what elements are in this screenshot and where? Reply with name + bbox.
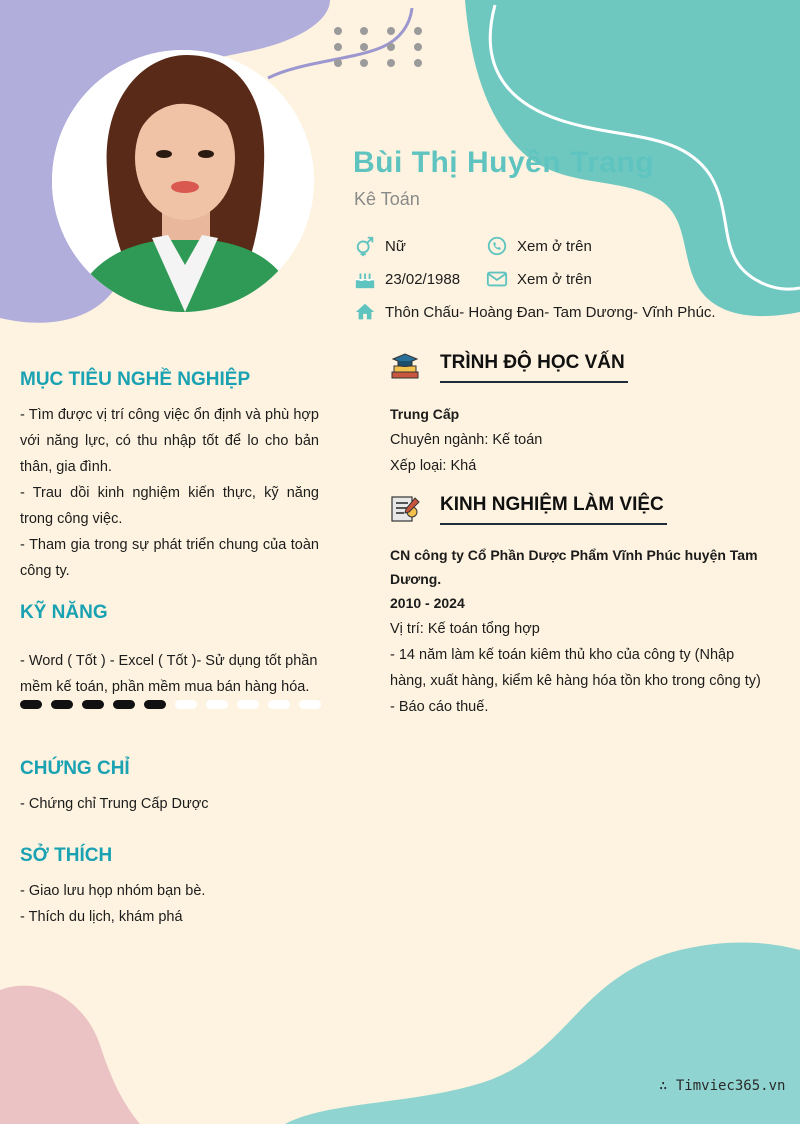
skill-level-bar [20, 700, 321, 709]
envelope-icon [486, 268, 508, 290]
experience-period: 2010 - 2024 [390, 595, 465, 611]
education-school: Trung Cấp [390, 406, 460, 422]
phone-value[interactable]: Xem ở trên [517, 237, 592, 255]
skill-pill-empty [299, 700, 321, 709]
skill-pill-filled [113, 700, 135, 709]
skill-pill-empty [237, 700, 259, 709]
candidate-name: Bùi Thị Huyền Trang [353, 146, 655, 179]
education-major: Chuyên ngành: Kế toán [390, 432, 543, 448]
objective-text [20, 402, 319, 584]
hobby-line: - Giao lưu họp nhóm bạn bè. [20, 883, 206, 899]
skill-pill-filled [144, 700, 166, 709]
hobby-line: - Thích du lịch, khám phá [20, 909, 183, 925]
birthday-row [354, 268, 460, 290]
birthday-cake-icon [354, 268, 376, 290]
gender-row [354, 235, 406, 257]
objective-heading: MỤC TIÊU NGHỀ NGHIỆP [20, 369, 251, 390]
watermark[interactable]: ∴ Timviec365.vn [659, 1078, 786, 1094]
education-details [390, 401, 542, 479]
experience-position: Vị trí: Kế toán tổng hợp [390, 621, 540, 637]
skill-pill-empty [206, 700, 228, 709]
skill-pill-filled [51, 700, 73, 709]
phone-icon [486, 235, 508, 257]
address-row [354, 301, 716, 323]
skill-pill-filled [20, 700, 42, 709]
job-title: Kê Toán [354, 189, 420, 209]
certificate-line: - Chứng chỉ Trung Cấp Dược [20, 796, 209, 812]
experience-section-header [389, 492, 667, 525]
experience-details [390, 543, 770, 615]
hobbies-heading: SỞ THÍCH [20, 845, 113, 866]
education-heading: TRÌNH ĐỘ HỌC VẤN [440, 352, 628, 383]
clipboard-certificate-icon [389, 492, 421, 524]
experience-detail-line: - 14 năm làm kế toán kiêm thủ kho của công ty (Nhập hàng, xuất hàng, kiểm kê hàng hóa tồn kho trong công ty) [390, 647, 761, 689]
experience-detail-line: - Báo cáo thuế. [390, 699, 489, 715]
avatar [52, 50, 314, 312]
skill-pill-empty [268, 700, 290, 709]
experience-description [390, 616, 762, 720]
graduation-books-icon [389, 350, 421, 382]
education-section-header [389, 350, 628, 383]
skills-line: - Word ( Tốt ) - Excel ( Tốt )- Sử dụng tốt phần mềm kế toán, phần mềm mua bán hàng hóa. [20, 653, 318, 695]
skill-pill-filled [82, 700, 104, 709]
phone-row [486, 235, 592, 257]
email-value[interactable]: Xem ở trên [517, 270, 592, 288]
home-icon [354, 301, 376, 323]
objective-line: - Tìm được vị trí công việc ổn định và phù hợp với năng lực, có thu nhập tốt để lo cho bản thân, gia đình. [20, 407, 319, 475]
address-value: Thôn Chấu- Hoàng Đan- Tam Dương- Vĩnh Phúc. [385, 303, 716, 321]
objective-line: - Tham gia trong sự phát triển chung của toàn công ty. [20, 537, 319, 579]
teal-bottom-blob [285, 943, 800, 1124]
skill-pill-empty [175, 700, 197, 709]
skills-heading: KỸ NĂNG [20, 602, 108, 623]
experience-company: CN công ty Cổ Phần Dược Phẩm Vĩnh Phúc huyện Tam Dương. [390, 547, 758, 587]
objective-line: - Trau dồi kinh nghiệm kiến thực, kỹ năng trong công việc. [20, 485, 319, 527]
education-grade: Xếp loại: Khá [390, 458, 477, 474]
skills-text [20, 648, 323, 700]
hobbies-text [20, 878, 319, 930]
certificates-heading: CHỨNG CHỈ [20, 758, 130, 779]
gender-icon [354, 235, 376, 257]
email-row [486, 268, 592, 290]
certificates-text [20, 791, 319, 817]
pink-blob [0, 986, 140, 1124]
portrait-illustration [52, 50, 314, 312]
gender-value: Nữ [385, 237, 406, 255]
experience-heading: KINH NGHIỆM LÀM VIỆC [440, 494, 667, 525]
birthday-value: 23/02/1988 [385, 270, 461, 288]
